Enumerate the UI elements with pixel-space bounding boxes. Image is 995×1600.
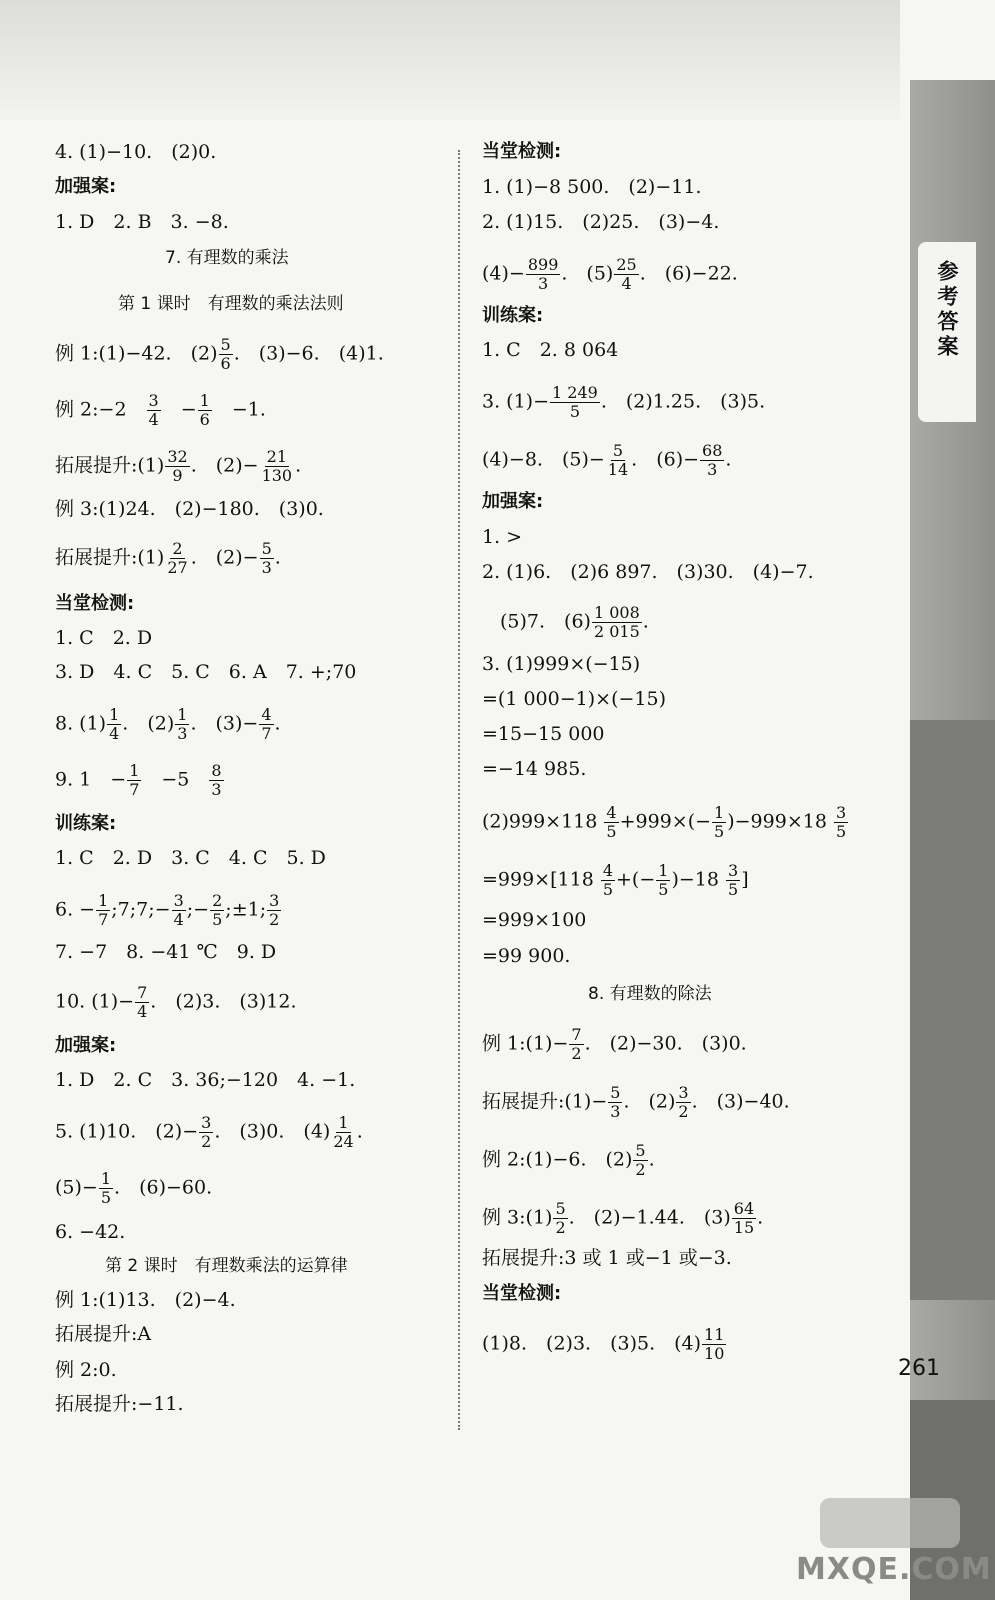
answer-line: 1. C 2. D: [55, 627, 153, 649]
fraction: $\frac{64}{15}$: [733, 1199, 755, 1237]
fraction: $\frac{3}{5}$: [728, 861, 739, 899]
answer-line: 例 2:0.: [55, 1359, 117, 1381]
answer-line: 拓展提升:(1) $\frac{32}{9}$ . (2)− $\frac{21}{130}$ .: [55, 447, 302, 485]
answer-line: 拓展提升:A: [55, 1323, 152, 1345]
answer-line: 例 3:(1) $\frac{5}{2}$ . (2)−1.44. (3) $\frac{64}{15}$ .: [482, 1199, 764, 1237]
answer-line: (5)− $\frac{1}{5}$ . (6)−60.: [55, 1169, 213, 1207]
answer-line: 1. C 2. 8 064: [482, 339, 619, 361]
fraction: $\frac{1 249}{5}$: [552, 383, 598, 421]
answer-line: (4)−8. (5)− $\frac{5}{14}$ . (6)− $\frac{68}{3}$ .: [482, 441, 732, 479]
answer-line: 2. (1)6. (2)6 897. (3)30. (4)−7.: [482, 561, 814, 583]
fraction: $\frac{1 008}{2 015}$: [593, 603, 640, 641]
chapter-title: 8. 有理数的除法: [588, 984, 712, 1004]
answer-line: =999×100: [482, 909, 587, 931]
fraction: $\frac{5}{2}$: [555, 1199, 566, 1237]
fraction: $\frac{5}{6}$: [220, 335, 231, 373]
fraction: $\frac{5}{14}$: [607, 441, 629, 479]
answer-line: =99 900.: [482, 945, 571, 967]
chapter-title: 7. 有理数的乘法: [165, 248, 289, 268]
fraction: $\frac{25}{4}$: [616, 255, 637, 293]
answer-line: 5. (1)10. (2)− $\frac{3}{2}$ . (3)0. (4) $\frac{1}{24}$ .: [55, 1113, 363, 1151]
answer-line: 例 1:(1)13. (2)−4.: [55, 1289, 236, 1311]
fraction: $\frac{5}{3}$: [610, 1083, 621, 1121]
lesson-title: 第 1 课时 有理数的乘法法则: [118, 294, 344, 314]
scan-shadow: [0, 0, 900, 120]
edge-band-dark: [910, 720, 995, 1300]
section-heading: 训练案:: [482, 305, 544, 326]
fraction: $\frac{899}{3}$: [527, 255, 559, 293]
fraction: $\frac{3}{4}$: [173, 891, 184, 929]
fraction: $\frac{3}{2}$: [678, 1083, 689, 1121]
answer-line: 例 2:−2 $\frac{3}{4}$ − $\frac{1}{6}$ −1.: [55, 391, 266, 429]
answer-line: 拓展提升:(1) $\frac{2}{27}$ . (2)− $\frac{5}{3}$ .: [55, 539, 281, 577]
answer-line: 例 1:(1)−42. (2) $\frac{5}{6}$ . (3)−6. (4)1.: [55, 335, 384, 373]
fraction: $\frac{3}{5}$: [835, 803, 847, 841]
fraction: $\frac{3}{4}$: [148, 391, 159, 429]
answer-line: (5)7. (6) $\frac{1 008}{2 015}$ .: [500, 603, 649, 641]
fraction: $\frac{5}{2}$: [635, 1141, 646, 1179]
answer-line: 2. (1)15. (2)25. (3)−4.: [482, 211, 720, 233]
answer-line: 1. (1)−8 500. (2)−11.: [482, 176, 702, 198]
fraction: $\frac{21}{130}$: [261, 447, 293, 485]
fraction: $\frac{4}{5}$: [606, 803, 617, 841]
answer-line: 1. >: [482, 526, 523, 548]
fraction: $\frac{11}{10}$: [704, 1325, 725, 1363]
answer-line: (4)− $\frac{899}{3}$ . (5) $\frac{25}{4}$ . (6)−22.: [482, 255, 738, 293]
answer-line: 1. C 2. D 3. C 4. C 5. D: [55, 847, 326, 869]
fraction: $\frac{32}{9}$: [167, 447, 188, 485]
answer-line: 拓展提升:(1)− $\frac{5}{3}$ . (2) $\frac{3}{2}$ . (3)−40.: [482, 1083, 790, 1121]
column-divider: [458, 150, 460, 1430]
section-tab-label: 参考答案: [935, 260, 959, 360]
answer-line: 7. −7 8. −41 ℃ 9. D: [55, 941, 277, 963]
fraction: $\frac{1}{7}$: [129, 761, 140, 799]
fraction: $\frac{8}{3}$: [211, 761, 222, 799]
fraction: $\frac{1}{5}$: [100, 1169, 112, 1207]
fraction: $\frac{1}{6}$: [199, 391, 210, 429]
answer-line: 3. D 4. C 5. C 6. A 7. +;70: [55, 661, 357, 683]
fraction: $\frac{4}{7}$: [261, 705, 272, 743]
fraction: $\frac{2}{27}$: [167, 539, 188, 577]
section-heading: 加强案:: [482, 491, 544, 512]
fraction: $\frac{1}{24}$: [333, 1113, 354, 1151]
answer-line: 拓展提升:3 或 1 或−1 或−3.: [482, 1247, 732, 1269]
answer-line: (2)999×118 $\frac{4}{5}$ +999×(− $\frac{1}{5}$ )−999×18 $\frac{3}{5}$: [482, 803, 847, 841]
answer-line: 6. − $\frac{1}{7}$ ;7;7;− $\frac{3}{4}$ ;− $\frac{2}{5}$ ;±1; $\frac{3}{2}$: [55, 891, 280, 929]
lesson-title: 第 2 课时 有理数乘法的运算律: [105, 1256, 348, 1276]
fraction: $\frac{4}{5}$: [602, 861, 614, 899]
answer-line: 8. (1) $\frac{1}{4}$ . (2) $\frac{1}{3}$ . (3)− $\frac{4}{7}$ .: [55, 705, 281, 743]
section-tab: [918, 242, 976, 422]
answer-line: =−14 985.: [482, 758, 587, 780]
section-heading: 当堂检测:: [482, 1283, 562, 1304]
section-heading: 训练案:: [55, 813, 117, 834]
fraction: $\frac{1}{7}$: [98, 891, 109, 929]
watermark-text: MXQE.COM: [796, 1552, 992, 1587]
section-heading: 当堂检测:: [482, 141, 562, 162]
page-number: 261: [898, 1356, 940, 1381]
section-heading: 加强案:: [55, 176, 117, 197]
answer-line: 例 3:(1)24. (2)−180. (3)0.: [55, 498, 324, 520]
fraction: $\frac{2}{5}$: [212, 891, 223, 929]
answer-line: =15−15 000: [482, 723, 605, 745]
answer-line: 9. 1 − $\frac{1}{7}$ −5 $\frac{8}{3}$: [55, 761, 222, 799]
answer-line: 例 2:(1)−6. (2) $\frac{5}{2}$ .: [482, 1141, 655, 1179]
answer-line: =(1 000−1)×(−15): [482, 688, 666, 710]
fraction: $\frac{1}{5}$: [658, 861, 669, 899]
fraction: $\frac{5}{3}$: [261, 539, 272, 577]
fraction: $\frac{3}{2}$: [269, 891, 280, 929]
fraction: $\frac{1}{4}$: [109, 705, 120, 743]
fraction: $\frac{1}{5}$: [714, 803, 725, 841]
fraction: $\frac{3}{2}$: [201, 1113, 212, 1151]
answer-line: 1. D 2. C 3. 36;−120 4. −1.: [55, 1069, 356, 1091]
section-heading: 加强案:: [55, 1035, 117, 1056]
fraction: $\frac{68}{3}$: [702, 441, 723, 479]
answer-line: 4. (1)−10. (2)0.: [55, 141, 217, 163]
fraction: $\frac{7}{4}$: [137, 983, 148, 1021]
answer-line: 3. (1)− $\frac{1 249}{5}$ . (2)1.25. (3)5.: [482, 383, 766, 421]
fraction: $\frac{7}{2}$: [571, 1025, 582, 1063]
answer-line: 6. −42.: [55, 1221, 126, 1243]
answer-line: 例 1:(1)− $\frac{7}{2}$ . (2)−30. (3)0.: [482, 1025, 747, 1063]
fraction: $\frac{1}{3}$: [177, 705, 188, 743]
answer-line: 3. (1)999×(−15): [482, 653, 641, 675]
answer-line: =999×[118 $\frac{4}{5}$ +(− $\frac{1}{5}$ )−18 $\frac{3}{5}$ ]: [482, 861, 749, 899]
answer-line: (1)8. (2)3. (3)5. (4) $\frac{11}{10}$: [482, 1325, 725, 1363]
section-heading: 当堂检测:: [55, 593, 135, 614]
answer-line: 拓展提升:−11.: [55, 1393, 184, 1415]
answer-line: 1. D 2. B 3. −8.: [55, 211, 229, 233]
answer-line: 10. (1)− $\frac{7}{4}$ . (2)3. (3)12.: [55, 983, 297, 1021]
